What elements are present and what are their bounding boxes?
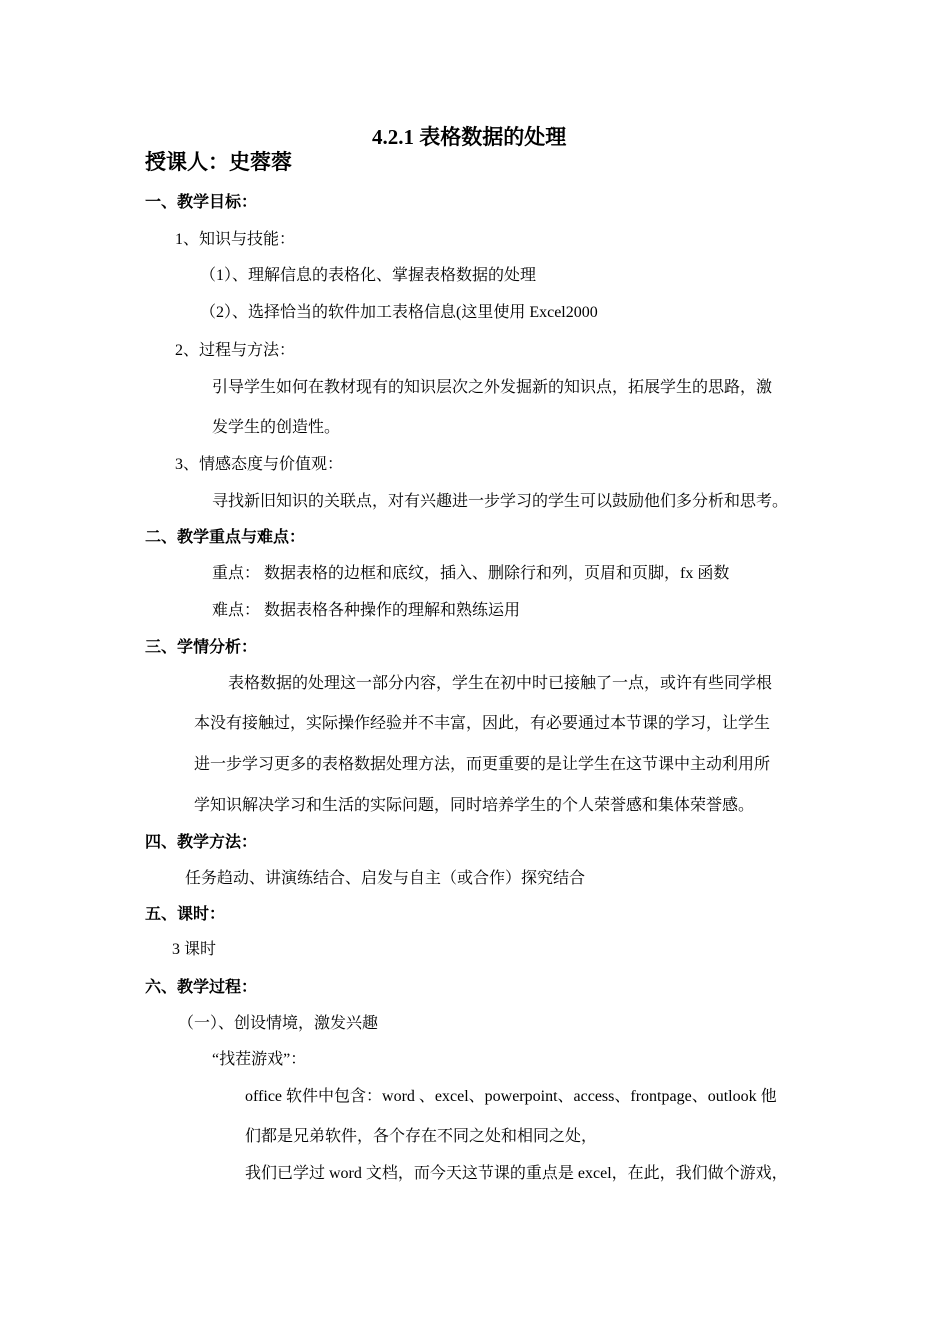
objective-item-process: 2、过程与方法： [175, 342, 296, 359]
document-title: 4.2.1 表格数据的处理 [372, 125, 567, 149]
section-heading-hours: 五、课时： [145, 906, 226, 923]
objective-subitem-2: （2）、选择恰当的软件加工表格信息(这里使用 Excel2000 [200, 304, 598, 321]
attitude-text: 寻找新旧知识的关联点，对有兴趣进一步学习的学生可以鼓励他们多分析和思考。 [212, 493, 789, 510]
objective-item-knowledge: 1、知识与技能： [175, 231, 296, 248]
objective-item-attitude: 3、情感态度与价值观： [175, 456, 344, 473]
analysis-line-1: 表格数据的处理这一部分内容，学生在初中时已接触了一点，或许有些同学根 [228, 675, 773, 692]
teacher-line: 授课人：史蓉蓉 [145, 150, 292, 174]
game-title: “找茬游戏”： [212, 1051, 307, 1068]
section-heading-process: 六、教学过程： [145, 979, 258, 996]
section-heading-objectives: 一、教学目标： [145, 194, 258, 211]
game-text-line-2: 们都是兄弟软件，各个存在不同之处和相同之处， [245, 1128, 598, 1145]
section-heading-key-points: 二、教学重点与难点： [145, 529, 306, 546]
analysis-line-3: 进一步学习更多的表格数据处理方法，而更重要的是让学生在这节课中主动利用所 [194, 756, 771, 773]
process-step-1: （一）、创设情境，激发兴趣 [178, 1015, 379, 1032]
game-text-line-3: 我们已学过 word 文档，而今天这节课的重点是 excel，在此，我们做个游戏， [245, 1165, 788, 1182]
objective-subitem-1: （1）、理解信息的表格化、掌握表格数据的处理 [200, 267, 537, 284]
analysis-line-2: 本没有接触过，实际操作经验并不丰富，因此，有必要通过本节课的学习，让学生 [194, 715, 771, 732]
key-point-text: 重点： 数据表格的边框和底纹，插入、删除行和列，页眉和页脚，fx 函数 [212, 565, 730, 582]
section-heading-methods: 四、教学方法： [145, 834, 258, 851]
game-text-line-1: office 软件中包含：word 、excel、powerpoint、access、frontpage、outlook 他 [245, 1088, 777, 1105]
process-text-line-1: 引导学生如何在教材现有的知识层次之外发掘新的知识点，拓展学生的思路，激 [212, 379, 773, 396]
section-heading-analysis: 三、学情分析： [145, 639, 258, 656]
methods-text: 任务趋动、讲演练结合、启发与自主（或合作）探究结合 [185, 870, 586, 887]
difficult-point-text: 难点： 数据表格各种操作的理解和熟练运用 [212, 602, 521, 619]
hours-text: 3 课时 [172, 941, 217, 958]
process-text-line-2: 发学生的创造性。 [212, 419, 341, 436]
analysis-line-4: 学知识解决学习和生活的实际问题，同时培养学生的个人荣誉感和集体荣誉感。 [194, 797, 755, 814]
